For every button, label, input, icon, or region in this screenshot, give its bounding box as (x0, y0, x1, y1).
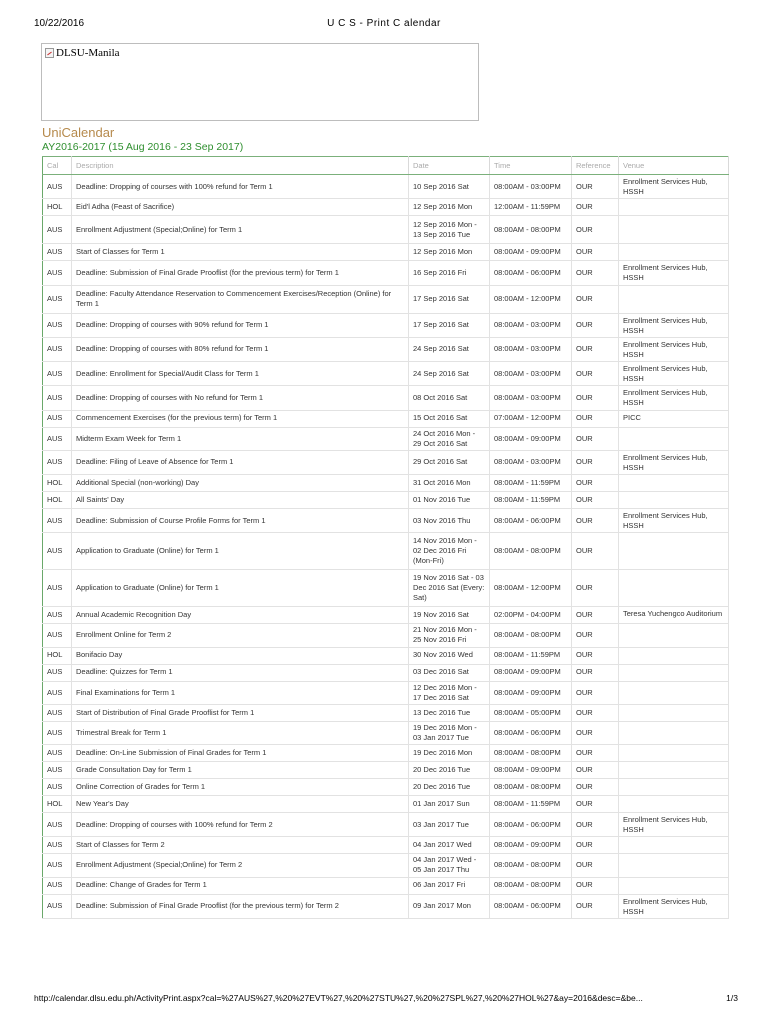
row-time: 08:00AM - 03:00PM (490, 313, 572, 337)
row-date: 19 Dec 2016 Mon (409, 745, 490, 762)
row-date: 10 Sep 2016 Sat (409, 175, 490, 199)
row-reference: OUR (572, 337, 619, 361)
row-venue (619, 475, 729, 492)
row-cal: AUS (43, 704, 72, 721)
row-description: Midterm Exam Week for Term 1 (72, 427, 409, 450)
row-venue: Enrollment Services Hub, HSSH (619, 894, 729, 918)
print-header (0, 18, 768, 32)
row-venue (619, 216, 729, 244)
row-venue (619, 244, 729, 261)
row-reference: OUR (572, 475, 619, 492)
row-time: 08:00AM - 12:00PM (490, 285, 572, 313)
row-venue (619, 721, 729, 744)
row-venue (619, 877, 729, 894)
row-time: 08:00AM - 06:00PM (490, 261, 572, 285)
row-date: 19 Nov 2016 Sat - 03 Dec 2016 Sat (Every: Sat) (409, 570, 490, 607)
row-description: Deadline: Quizzes for Term 1 (72, 664, 409, 681)
table-row (43, 762, 729, 779)
row-cal: HOL (43, 647, 72, 664)
row-time: 08:00AM - 09:00PM (490, 837, 572, 854)
row-cal: AUS (43, 261, 72, 285)
row-date: 19 Dec 2016 Mon - 03 Jan 2017 Tue (409, 721, 490, 744)
row-time: 08:00AM - 08:00PM (490, 779, 572, 796)
row-description: Deadline: Change of Grades for Term 1 (72, 877, 409, 894)
row-date: 12 Sep 2016 Mon - 13 Sep 2016 Tue (409, 216, 490, 244)
row-date: 03 Jan 2017 Tue (409, 813, 490, 837)
row-date: 29 Oct 2016 Sat (409, 450, 490, 474)
logo-alt-text: DLSU-Manila (56, 47, 120, 59)
row-date: 04 Jan 2017 Wed - 05 Jan 2017 Thu (409, 854, 490, 877)
row-description: Trimestral Break for Term 1 (72, 721, 409, 744)
row-reference: OUR (572, 877, 619, 894)
row-description: Deadline: Dropping of courses with 90% refund for Term 1 (72, 313, 409, 337)
row-description: Deadline: Submission of Course Profile Forms for Term 1 (72, 509, 409, 533)
row-venue: Enrollment Services Hub, HSSH (619, 386, 729, 410)
row-description: Annual Academic Recognition Day (72, 607, 409, 624)
table-row (43, 779, 729, 796)
row-time: 08:00AM - 08:00PM (490, 877, 572, 894)
row-venue: Enrollment Services Hub, HSSH (619, 337, 729, 361)
table-header-row (43, 157, 729, 175)
row-description: Application to Graduate (Online) for Term 1 (72, 570, 409, 607)
row-description: Bonifacio Day (72, 647, 409, 664)
row-reference: OUR (572, 704, 619, 721)
row-time: 08:00AM - 11:59PM (490, 796, 572, 813)
row-time: 08:00AM - 03:00PM (490, 362, 572, 386)
row-description: Deadline: Dropping of courses with 100% refund for Term 2 (72, 813, 409, 837)
row-reference: OUR (572, 427, 619, 450)
row-time: 08:00AM - 09:00PM (490, 664, 572, 681)
row-date: 20 Dec 2016 Tue (409, 779, 490, 796)
row-description: Online Correction of Grades for Term 1 (72, 779, 409, 796)
row-venue: Enrollment Services Hub, HSSH (619, 175, 729, 199)
row-venue: Enrollment Services Hub, HSSH (619, 509, 729, 533)
row-cal: AUS (43, 721, 72, 744)
table-row (43, 533, 729, 570)
row-cal: HOL (43, 796, 72, 813)
row-cal: AUS (43, 450, 72, 474)
col-header-description: Description (72, 157, 409, 175)
row-time: 08:00AM - 06:00PM (490, 894, 572, 918)
row-description: Enrollment Adjustment (Special;Online) for Term 2 (72, 854, 409, 877)
print-footer (34, 993, 738, 1007)
row-reference: OUR (572, 175, 619, 199)
row-time: 08:00AM - 12:00PM (490, 570, 572, 607)
row-reference: OUR (572, 285, 619, 313)
table-row (43, 261, 729, 285)
row-cal: AUS (43, 216, 72, 244)
table-row (43, 624, 729, 647)
row-time: 08:00AM - 11:59PM (490, 647, 572, 664)
row-reference: OUR (572, 386, 619, 410)
row-time: 08:00AM - 09:00PM (490, 244, 572, 261)
table-row (43, 475, 729, 492)
table-row (43, 337, 729, 361)
row-date: 03 Dec 2016 Sat (409, 664, 490, 681)
row-time: 08:00AM - 06:00PM (490, 509, 572, 533)
row-date: 08 Oct 2016 Sat (409, 386, 490, 410)
row-description: Deadline: Dropping of courses with 100% refund for Term 1 (72, 175, 409, 199)
row-date: 01 Nov 2016 Tue (409, 492, 490, 509)
row-venue (619, 570, 729, 607)
row-reference: OUR (572, 721, 619, 744)
row-venue (619, 779, 729, 796)
row-time: 02:00PM - 04:00PM (490, 607, 572, 624)
table-row (43, 664, 729, 681)
row-cal: AUS (43, 427, 72, 450)
row-cal: AUS (43, 533, 72, 570)
row-description: Deadline: Submission of Final Grade Prooflist (for the previous term) for Term 2 (72, 894, 409, 918)
row-reference: OUR (572, 762, 619, 779)
row-cal: AUS (43, 313, 72, 337)
app-name: UniCalendar (42, 125, 115, 140)
row-cal: AUS (43, 664, 72, 681)
row-time: 08:00AM - 09:00PM (490, 427, 572, 450)
row-reference: OUR (572, 894, 619, 918)
row-description: Eid'l Adha (Feast of Sacrifice) (72, 199, 409, 216)
row-time: 07:00AM - 12:00PM (490, 410, 572, 427)
row-description: Deadline: On-Line Submission of Final Grades for Term 1 (72, 745, 409, 762)
table-row (43, 837, 729, 854)
table-row (43, 796, 729, 813)
row-date: 31 Oct 2016 Mon (409, 475, 490, 492)
row-description: Grade Consultation Day for Term 1 (72, 762, 409, 779)
row-date: 12 Sep 2016 Mon (409, 244, 490, 261)
row-description: Enrollment Online for Term 2 (72, 624, 409, 647)
row-reference: OUR (572, 261, 619, 285)
table-row (43, 216, 729, 244)
row-venue (619, 427, 729, 450)
row-date: 24 Oct 2016 Mon - 29 Oct 2016 Sat (409, 427, 490, 450)
row-description: New Year's Day (72, 796, 409, 813)
table-row (43, 450, 729, 474)
row-venue (619, 796, 729, 813)
col-header-venue: Venue (619, 157, 729, 175)
row-date: 17 Sep 2016 Sat (409, 285, 490, 313)
row-reference: OUR (572, 450, 619, 474)
table-row (43, 647, 729, 664)
row-date: 24 Sep 2016 Sat (409, 337, 490, 361)
row-time: 08:00AM - 09:00PM (490, 681, 572, 704)
row-venue (619, 837, 729, 854)
row-cal: AUS (43, 410, 72, 427)
print-date: 10/22/2016 (34, 18, 85, 29)
row-description: Deadline: Faculty Attendance Reservation to Commencement Exercises/Reception (Online) for Term 1 (72, 285, 409, 313)
row-cal: HOL (43, 492, 72, 509)
row-reference: OUR (572, 216, 619, 244)
row-time: 08:00AM - 08:00PM (490, 216, 572, 244)
row-cal: AUS (43, 509, 72, 533)
row-reference: OUR (572, 244, 619, 261)
row-date: 01 Jan 2017 Sun (409, 796, 490, 813)
row-reference: OUR (572, 570, 619, 607)
row-date: 17 Sep 2016 Sat (409, 313, 490, 337)
col-header-cal: Cal (43, 157, 72, 175)
row-reference: OUR (572, 624, 619, 647)
row-venue (619, 492, 729, 509)
row-date: 15 Oct 2016 Sat (409, 410, 490, 427)
row-venue: Enrollment Services Hub, HSSH (619, 261, 729, 285)
row-cal: AUS (43, 337, 72, 361)
row-venue: Enrollment Services Hub, HSSH (619, 450, 729, 474)
row-reference: OUR (572, 813, 619, 837)
row-cal: AUS (43, 607, 72, 624)
table-row (43, 570, 729, 607)
row-description: Start of Distribution of Final Grade Prooflist for Term 1 (72, 704, 409, 721)
row-cal: AUS (43, 877, 72, 894)
row-cal: AUS (43, 386, 72, 410)
row-cal: AUS (43, 285, 72, 313)
row-time: 08:00AM - 11:59PM (490, 492, 572, 509)
row-date: 19 Nov 2016 Sat (409, 607, 490, 624)
row-reference: OUR (572, 664, 619, 681)
row-cal: HOL (43, 199, 72, 216)
row-venue (619, 624, 729, 647)
row-date: 14 Nov 2016 Mon - 02 Dec 2016 Fri (Mon-Fri) (409, 533, 490, 570)
row-cal: AUS (43, 854, 72, 877)
row-reference: OUR (572, 492, 619, 509)
row-venue (619, 533, 729, 570)
row-cal: AUS (43, 745, 72, 762)
table-row (43, 386, 729, 410)
row-date: 30 Nov 2016 Wed (409, 647, 490, 664)
row-description: Enrollment Adjustment (Special;Online) for Term 1 (72, 216, 409, 244)
row-description: Deadline: Dropping of courses with No refund for Term 1 (72, 386, 409, 410)
row-reference: OUR (572, 313, 619, 337)
table-row (43, 199, 729, 216)
table-row (43, 894, 729, 918)
row-venue (619, 285, 729, 313)
row-cal: AUS (43, 681, 72, 704)
row-venue (619, 647, 729, 664)
row-reference: OUR (572, 607, 619, 624)
row-time: 08:00AM - 06:00PM (490, 721, 572, 744)
row-date: 04 Jan 2017 Wed (409, 837, 490, 854)
table-row (43, 244, 729, 261)
row-description: All Saints' Day (72, 492, 409, 509)
row-time: 08:00AM - 05:00PM (490, 704, 572, 721)
row-time: 08:00AM - 03:00PM (490, 450, 572, 474)
row-venue: PICC (619, 410, 729, 427)
row-description: Deadline: Dropping of courses with 80% refund for Term 1 (72, 337, 409, 361)
row-date: 12 Dec 2016 Mon - 17 Dec 2016 Sat (409, 681, 490, 704)
row-cal: AUS (43, 837, 72, 854)
row-cal: AUS (43, 624, 72, 647)
logo-broken-image (45, 47, 120, 59)
row-description: Deadline: Filing of Leave of Absence for Term 1 (72, 450, 409, 474)
row-date: 09 Jan 2017 Mon (409, 894, 490, 918)
row-time: 08:00AM - 03:00PM (490, 175, 572, 199)
row-venue (619, 854, 729, 877)
row-cal: AUS (43, 570, 72, 607)
row-reference: OUR (572, 410, 619, 427)
row-cal: AUS (43, 362, 72, 386)
table-row (43, 427, 729, 450)
col-header-date: Date (409, 157, 490, 175)
table-row (43, 854, 729, 877)
row-reference: OUR (572, 854, 619, 877)
table-row (43, 285, 729, 313)
row-time: 08:00AM - 03:00PM (490, 386, 572, 410)
row-time: 08:00AM - 11:59PM (490, 475, 572, 492)
table-row (43, 313, 729, 337)
row-reference: OUR (572, 533, 619, 570)
broken-image-icon (45, 48, 54, 58)
row-description: Deadline: Submission of Final Grade Prooflist (for the previous term) for Term 1 (72, 261, 409, 285)
row-venue (619, 199, 729, 216)
row-time: 08:00AM - 08:00PM (490, 533, 572, 570)
row-date: 13 Dec 2016 Tue (409, 704, 490, 721)
table-row (43, 175, 729, 199)
row-description: Application to Graduate (Online) for Term 1 (72, 533, 409, 570)
row-date: 12 Sep 2016 Mon (409, 199, 490, 216)
row-time: 08:00AM - 06:00PM (490, 813, 572, 837)
row-date: 06 Jan 2017 Fri (409, 877, 490, 894)
row-description: Additional Special (non-working) Day (72, 475, 409, 492)
row-cal: HOL (43, 475, 72, 492)
row-date: 21 Nov 2016 Mon - 25 Nov 2016 Fri (409, 624, 490, 647)
row-reference: OUR (572, 681, 619, 704)
row-cal: AUS (43, 779, 72, 796)
col-header-time: Time (490, 157, 572, 175)
row-reference: OUR (572, 796, 619, 813)
row-venue: Teresa Yuchengco Auditorium (619, 607, 729, 624)
row-reference: OUR (572, 509, 619, 533)
row-venue: Enrollment Services Hub, HSSH (619, 362, 729, 386)
row-reference: OUR (572, 199, 619, 216)
row-venue: Enrollment Services Hub, HSSH (619, 313, 729, 337)
row-venue (619, 664, 729, 681)
row-time: 08:00AM - 08:00PM (490, 624, 572, 647)
table-row (43, 704, 729, 721)
table-row (43, 681, 729, 704)
row-time: 08:00AM - 03:00PM (490, 337, 572, 361)
row-venue: Enrollment Services Hub, HSSH (619, 813, 729, 837)
row-description: Commencement Exercises (for the previous term) for Term 1 (72, 410, 409, 427)
page-number: 1/3 (726, 993, 738, 1003)
logo-image-box (41, 43, 479, 121)
academic-year-range: AY2016-2017 (15 Aug 2016 - 23 Sep 2017) (42, 141, 244, 153)
table-row (43, 509, 729, 533)
row-venue (619, 681, 729, 704)
row-time: 08:00AM - 08:00PM (490, 854, 572, 877)
row-date: 16 Sep 2016 Fri (409, 261, 490, 285)
row-description: Deadline: Enrollment for Special/Audit Class for Term 1 (72, 362, 409, 386)
row-time: 08:00AM - 08:00PM (490, 745, 572, 762)
table-row (43, 877, 729, 894)
row-date: 24 Sep 2016 Sat (409, 362, 490, 386)
row-time: 12:00AM - 11:59PM (490, 199, 572, 216)
row-description: Start of Classes for Term 1 (72, 244, 409, 261)
row-date: 03 Nov 2016 Thu (409, 509, 490, 533)
row-description: Final Examinations for Term 1 (72, 681, 409, 704)
table-row (43, 813, 729, 837)
row-date: 20 Dec 2016 Tue (409, 762, 490, 779)
table-row (43, 362, 729, 386)
row-venue (619, 745, 729, 762)
row-time: 08:00AM - 09:00PM (490, 762, 572, 779)
row-description: Start of Classes for Term 2 (72, 837, 409, 854)
row-cal: AUS (43, 244, 72, 261)
table-row (43, 607, 729, 624)
row-cal: AUS (43, 894, 72, 918)
table-row (43, 492, 729, 509)
col-header-reference: Reference (572, 157, 619, 175)
row-reference: OUR (572, 779, 619, 796)
table-row (43, 745, 729, 762)
calendar-table (42, 156, 729, 919)
table-row (43, 410, 729, 427)
row-reference: OUR (572, 362, 619, 386)
print-title: U C S - Print C alendar (327, 18, 441, 29)
row-venue (619, 762, 729, 779)
row-cal: AUS (43, 175, 72, 199)
page-url: http://calendar.dlsu.edu.ph/ActivityPrint.aspx?cal=%27AUS%27,%20%27EVT%27,%20%27STU%27,%20%27SPL%27,%20%27HOL%27&ay=2016&desc=&be... (34, 993, 643, 1003)
row-reference: OUR (572, 745, 619, 762)
row-venue (619, 704, 729, 721)
row-cal: AUS (43, 813, 72, 837)
row-cal: AUS (43, 762, 72, 779)
row-reference: OUR (572, 837, 619, 854)
table-row (43, 721, 729, 744)
row-reference: OUR (572, 647, 619, 664)
